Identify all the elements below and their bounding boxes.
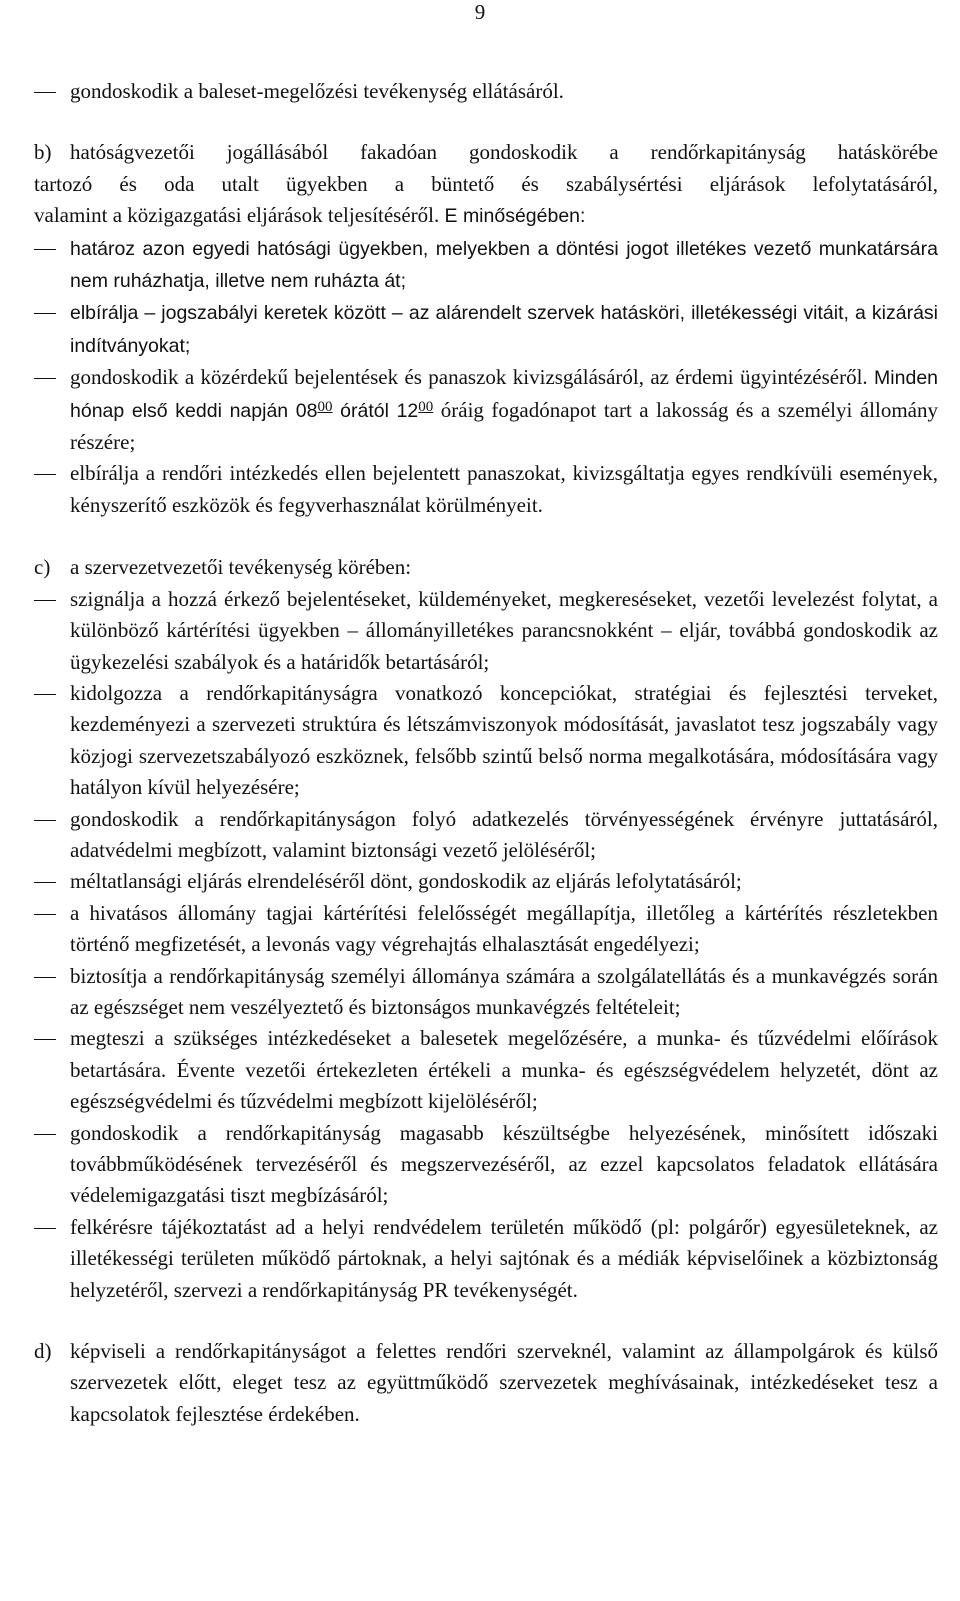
- dash-bullet-icon: [34, 474, 56, 475]
- list-item: [34, 961, 938, 1024]
- list-item: [34, 1023, 938, 1117]
- section-b-label: b): [34, 140, 52, 165]
- time-superscript: 00: [317, 398, 333, 415]
- section-d: [34, 1336, 938, 1430]
- dash-bullet-icon: [34, 820, 56, 821]
- section-b-first-line-text: hatóságvezetői jogállásából fakadóan gondoskodik a rendőrkapitányság hatáskörébe: [70, 140, 938, 165]
- list-item: [34, 458, 938, 521]
- section-c-heading: [34, 552, 938, 583]
- list-item: [34, 1212, 938, 1306]
- list-item-text: elbírálja a rendőri intézkedés ellen bejelentett panaszokat, kivizsgáltatja egyes rendkívüli események, kényszerítő eszközök és fegyverhasználat körülményeit.: [70, 461, 938, 517]
- list-item: [34, 233, 938, 298]
- list-item: [34, 804, 938, 867]
- list-item-text: elbírálja – jogszabályi keretek között – az alárendelt szervek hatásköri, illetékességi vitáit, a kizárási indítványokat;: [70, 302, 938, 357]
- list-item: [34, 866, 938, 897]
- section-d-label: d): [34, 1339, 52, 1364]
- list-item-text: kidolgozza a rendőrkapitányságra vonatkozó koncepciókat, stratégiai és fejlesztési terveket, kezdeményezi a szervezeti struktúra és létszámviszonyok módosítását, javaslatot tesz jogszabály vagy közjogi szervezetszabályozó eszköznek, felsőbb szintű belső norma megalkotására, módosítására vagy hatályon kívül helyezésére;: [70, 680, 938, 800]
- section-c-label: c): [34, 555, 51, 580]
- dash-bullet-icon: [34, 600, 56, 601]
- list-item-text: szignálja a hozzá érkező bejelentéseket, küldeményeket, megkereséseket, vezetői levelezést folytat, a különböző kártérítési ügyekben – állományilletékes parancsnokként – eljár, továbbá gondoskodik az ügykezelési szabályok és a határidők betartásáról;: [70, 586, 938, 674]
- dash-bullet-icon: [34, 882, 56, 883]
- list-item: [34, 362, 938, 458]
- section-b-continuation-2a: valamint a közigazgatási eljárások teljesítéséről.: [34, 203, 440, 228]
- list-item-text: a hivatásos állomány tagjai kártérítési felelősségét megállapítja, illetőleg a kártérítés részletekben történő megfizetését, a levonás vagy végrehajtás elhalasztását engedélyezi;: [70, 900, 938, 957]
- dash-bullet-icon: [34, 313, 56, 314]
- list-item: [34, 76, 938, 107]
- list-item-text: biztosítja a rendőrkapitányság személyi állománya számára a szolgálatellátás és a munkavégzés során az egészséget nem veszélyeztető és biztonságos munkavégzés feltételeit;: [70, 963, 938, 1019]
- section-b-first-line: [34, 137, 938, 168]
- list-item-text: gondoskodik a rendőrkapitányságon folyó adatkezelés törvényességének érvényre juttatásáról, adatvédelmi megbízott, valamint biztonsági vezető jelöléséről;: [70, 806, 938, 862]
- list-item: [34, 584, 938, 678]
- section-b: [34, 137, 938, 232]
- dash-bullet-icon: [34, 1134, 56, 1135]
- dash-bullet-icon: [34, 249, 56, 250]
- dash-bullet-icon: [34, 694, 56, 695]
- section-d-text: képviseli a rendőrkapitányságot a felettes rendőri szerveknél, valamint az állampolgárok és külső szervezetek előtt, eleget tesz az együttműködő szervezetek meghívásainak, intézkedéseket tesz a kapcsolatok fejlesztése érdekében.: [70, 1339, 938, 1426]
- list-item-text: ügyintézéséről.: [739, 365, 868, 390]
- list-item-text: gondoskodik a közérdekű bejelentések és panaszok kivizsgálásáról, az érdemi: [70, 365, 734, 390]
- dash-bullet-icon: [34, 977, 56, 978]
- list-item: [34, 297, 938, 362]
- time-superscript: 00: [418, 398, 434, 415]
- section-b-continuation-1: tartozó és oda utalt ügyekben a büntető és szabálysértési eljárások lefolytatásáról,: [34, 171, 938, 196]
- list-item-text: méltatlansági eljárás elrendeléséről dönt, gondoskodik az eljárás lefolytatásáról;: [70, 869, 742, 894]
- document-body: [34, 76, 938, 1430]
- section-b-continuation-2b: E minőségében:: [444, 205, 586, 228]
- list-item-text: gondoskodik a baleset-megelőzési tevékenység ellátásáról.: [70, 79, 564, 103]
- list-item-text: határoz azon egyedi hatósági ügyekben, melyekben a döntési jogot illetékes vezető munkatársára nem ruházhatja, illetve nem ruházta át;: [70, 237, 938, 293]
- list-item-text: gondoskodik a rendőrkapitányság magasabb készültségbe helyezésének, minősített időszaki továbbműködésének tervezéséről és megszervezéséről, az ezzel kapcsolatos feladatok ellátására védelemigazgatási tiszt megbízásáról;: [70, 1120, 938, 1208]
- list-item-text: felkérésre tájékoztatást ad a helyi rendvédelem területén működő (pl: polgárőr) egyesületeknek, az illetékességi területen működő pártoknak, a helyi sajtónak és a médiák képviselőinek a közbiztonság helyzetéről, szervezi a rendőrkapitányság PR tevékenységét.: [70, 1214, 938, 1302]
- section-b-continuation-2: [34, 200, 938, 232]
- dash-bullet-icon: [34, 378, 56, 379]
- list-item: [34, 1118, 938, 1212]
- dash-bullet-icon: [34, 1039, 56, 1040]
- list-item: [34, 678, 938, 804]
- dash-bullet-icon: [34, 914, 56, 915]
- list-item-text: Minden hónap első keddi napján 08: [70, 367, 939, 422]
- dash-bullet-icon: [34, 1228, 56, 1229]
- list-item-text: óráig fogadónapot tart a lakosság és a személyi állomány részére;: [70, 397, 938, 455]
- page-number: 9: [474, 0, 486, 24]
- section-c-title: a szervezetvezetői tevékenység körében:: [70, 555, 412, 580]
- list-item-text: órától 12: [332, 399, 419, 422]
- dash-bullet-icon: [34, 92, 56, 93]
- list-item-text: megteszi a szükséges intézkedéseket a balesetek megelőzésére, a munka- és tűzvédelmi előírások betartására. Évente vezetői értekezleten értékeli a munka- és egészségvédelem helyzetét, dönt az egészségvédelmi és tűzvédelmi megbízott kijelöléséről;: [70, 1026, 938, 1114]
- list-item: [34, 898, 938, 961]
